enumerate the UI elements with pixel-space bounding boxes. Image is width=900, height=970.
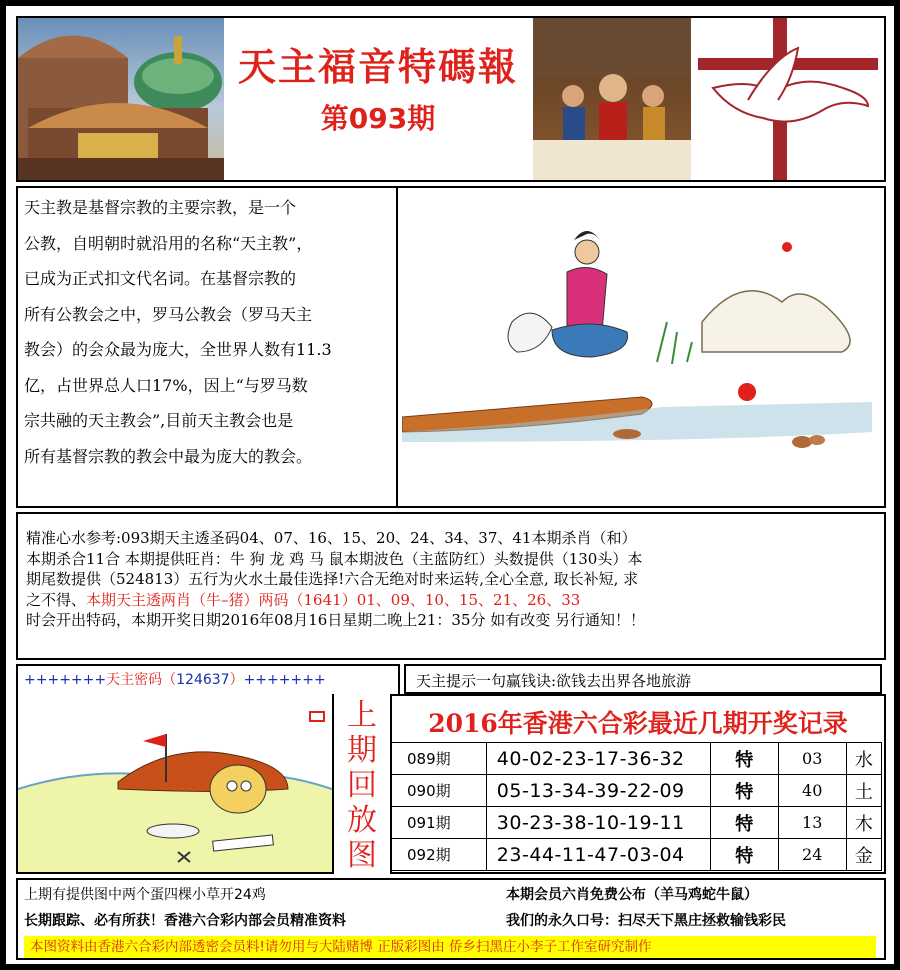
- issue-cell: 092期: [391, 839, 487, 871]
- numbers-cell: 05-13-34-39-22-09: [486, 775, 710, 807]
- washing-woman-illustration: [402, 192, 880, 504]
- footer-banner-text: 本图资料由香港六合彩内部透密会员料!请勿用与大陆赌博 正版彩图由 侨乡扫黑庄小李子工作室研究制作: [30, 939, 652, 955]
- newspaper-title: 天主福音特碼報: [237, 45, 518, 89]
- tips-line: 本期杀合11合 本期提供旺肖：牛 狗 龙 鸡 马 鼠本期波色（主蓝防红）头数提供（130头）本: [26, 549, 643, 568]
- secret-label: 天主密码（: [106, 672, 177, 688]
- last-supper-painting: [533, 18, 691, 180]
- intro-line: 亿，占世界总人口17%，因上“与罗马数: [24, 375, 308, 395]
- newspaper-page: [6, 6, 894, 964]
- intro-line: 天主教是基督宗教的主要宗教，是一个: [24, 198, 297, 217]
- intro-line: 所有公教会之中，罗马公教会（罗马天主: [24, 304, 313, 324]
- issue-cell: 090期: [391, 775, 487, 807]
- replay-image-box: [16, 694, 334, 874]
- numbers-cell: 40-02-23-17-36-32: [486, 743, 710, 775]
- intro-line: 宗共融的天主教会”,目前天主教会也是: [24, 411, 294, 430]
- issue-number: 第093期: [320, 102, 436, 135]
- tips-section: [16, 512, 886, 660]
- draw-records-box: [390, 694, 886, 874]
- special-number-cell: 24: [778, 839, 846, 871]
- intro-line: 已成为正式扣文代名词。在基督宗教的: [24, 269, 297, 288]
- table-row: [391, 743, 882, 775]
- tips-line: [26, 590, 645, 611]
- secret-close: ）: [229, 672, 244, 688]
- cross-dove-image: [693, 18, 884, 180]
- numbers-cell: 30-23-38-10-19-11: [486, 807, 710, 839]
- special-number-cell: 40: [778, 775, 846, 807]
- table-row: [391, 839, 882, 871]
- special-number-cell: 03: [778, 743, 846, 775]
- intro-section: [16, 186, 886, 508]
- special-number-cell: 13: [778, 807, 846, 839]
- secret-code-line: [24, 669, 326, 689]
- special-label-cell: 特: [710, 807, 778, 839]
- replay-label-char: 上: [347, 698, 377, 733]
- tip-text: 天主提示一句赢钱诀:欲钱去出界各地旅游: [416, 672, 692, 690]
- tips-text-red: 本期天主透两肖（牛–猪）两码（1641）01、09、10、15、21、26、33: [86, 590, 581, 609]
- header-section: [16, 16, 886, 182]
- special-label-cell: 特: [710, 775, 778, 807]
- footer-slogan: 我们的永久口号：扫尽天下黑庄拯救输钱彩民: [506, 913, 786, 929]
- element-cell: 金: [846, 839, 881, 871]
- secret-prefix: +++++++: [24, 672, 107, 688]
- footer-hint: 上期有提供图中两个蛋四棵小草开24鸡: [24, 887, 266, 903]
- numbers-cell: 23-44-11-47-03-04: [486, 839, 710, 871]
- footer-member-zodiac: 本期会员六肖免费公布（羊马鸡蛇牛鼠）: [506, 887, 758, 903]
- issue-cell: 089期: [391, 743, 487, 775]
- title-block: [228, 26, 528, 176]
- tips-line: 时会开出特码，本期开奖日期2016年08月16日星期二晚上21：35分 如有改变 另行通知！！: [26, 611, 646, 629]
- tips-line: 精准心水参考:093期天主透圣码04、07、16、15、20、24、34、37、41本期杀肖（和）: [26, 529, 637, 547]
- tip-box: [404, 664, 882, 694]
- special-label-cell: 特: [710, 743, 778, 775]
- footer-section: [16, 878, 886, 960]
- special-label-cell: 特: [710, 839, 778, 871]
- footer-line-1: [24, 884, 266, 907]
- golf-egg-illustration: [18, 694, 332, 872]
- issue-cell: 091期: [391, 807, 487, 839]
- secret-code: 124637: [176, 672, 230, 688]
- intro-divider: [396, 188, 398, 506]
- replay-label-char: 期: [347, 733, 377, 768]
- draw-records-table: [390, 742, 882, 871]
- intro-line: 教会）的会众最为庞大，全世界人数有11.3: [24, 340, 332, 359]
- tips-line: 期尾数提供（524813）五行为火水土最佳选择!六合无绝对时来运转,全心全意, 取长补短, 求: [26, 570, 639, 588]
- replay-label: [338, 698, 386, 874]
- tips-text-black: 之不得、: [26, 590, 87, 609]
- element-cell: 木: [846, 807, 881, 839]
- table-row: [391, 775, 882, 807]
- replay-label-char: 回: [347, 768, 377, 803]
- element-cell: 土: [846, 775, 881, 807]
- tips-text: [26, 528, 645, 631]
- intro-line: 公教，自明朝时就沿用的名称“天主教”，: [24, 233, 313, 253]
- secret-code-box: [16, 664, 400, 694]
- secret-suffix: +++++++: [243, 672, 326, 688]
- footer-banner: [24, 936, 876, 958]
- replay-label-char: 放: [347, 803, 377, 838]
- intro-text: [24, 190, 396, 474]
- records-title: 2016年香港六合彩最近几期开奖记录: [428, 709, 848, 738]
- replay-label-char: 图: [347, 838, 377, 873]
- intro-line: 所有基督宗教的教会中最为庞大的教会。: [24, 446, 313, 466]
- footer-line-2-left: 长期跟踪、必有所获！香港六合彩内部会员精准资料: [24, 913, 346, 929]
- church-dome-image: [18, 18, 224, 180]
- element-cell: 水: [846, 743, 881, 775]
- table-row: [391, 807, 882, 839]
